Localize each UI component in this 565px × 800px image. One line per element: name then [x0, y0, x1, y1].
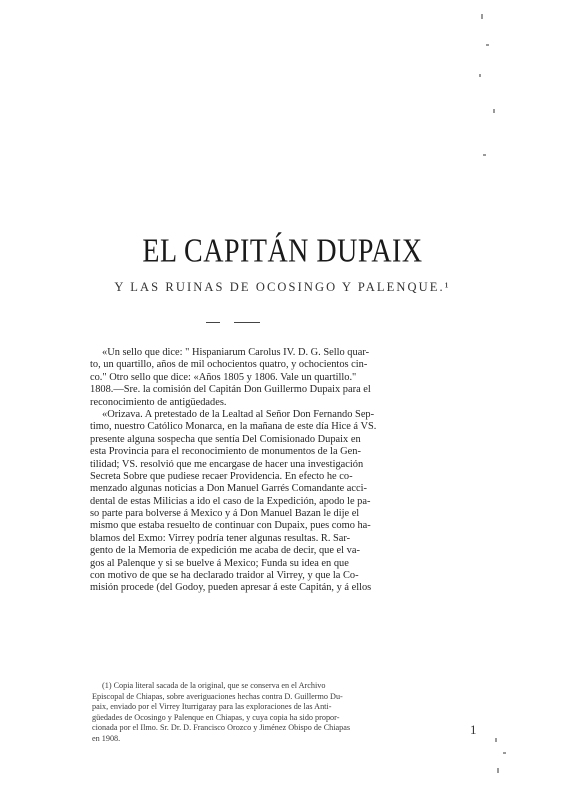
footnote-line: güedades de Ocosingo y Palenque en Chiapas, y cuya copia ha sido propor- [92, 712, 340, 722]
body-text [90, 347, 522, 595]
footnote-line: en 1908. [92, 733, 121, 743]
footnotes [92, 681, 522, 745]
body-line: blamos del Exmo: Virrey podría tener algunas resultas. R. Sar- [90, 532, 351, 544]
body-line: con motivo de que se ha declarado traidor al Virrey, y que la Co- [90, 570, 359, 582]
body-line: mismo que estaba resuelto de continuar con Dupaix, pues como ha- [90, 520, 371, 532]
body-line: misión procede (del Godoy, pueden apresar á este Capitán, y á ellos [90, 582, 372, 594]
footnote-line: (1) Copia literal sacada de la original, que se conserva en el Archivo [102, 681, 326, 690]
body-line: dental de estas Milicias a ido el caso de la Expedición, apodo le pa- [90, 495, 371, 507]
document-subtitle: Y LAS RUINAS DE OCOSINGO Y PALENQUE.¹ [114, 280, 451, 294]
decorative-rule-left [206, 322, 220, 323]
footnote-line: paix, enviado por el Virrey Iturrigaray para las exploraciones de las Anti- [92, 702, 332, 712]
scan-artifact-marks [477, 14, 507, 174]
body-line: so parte para bolverse á Mexico y á Don Manuel Bazan le dije el [90, 508, 360, 520]
body-line: 1808.—Sre. la comisión del Capitán Don Guillermo Dupaix para el [90, 384, 371, 396]
body-line: tilidad; VS. resolvió que me encargase de hacer una investigación [90, 458, 364, 470]
document-title: EL CAPITÁN DUPAIX [142, 232, 423, 270]
decorative-rule-right [234, 322, 260, 323]
footnote-line: Episcopal de Chiapas, sobre averiguaciones hechas contra D. Guillermo Du- [92, 691, 343, 701]
body-line: co." Otro sello que dice: «Años 1805 y 1806. Vale un quartillo." [90, 371, 357, 383]
body-line: presente alguna sospecha que sentía Del Comisionado Dupaix en [90, 433, 361, 445]
body-line: reconocimiento de antigüedades. [90, 396, 227, 408]
body-line: timo, nuestro Católico Monarca, en la mañana de este día Hice á VS. [90, 421, 377, 433]
body-line: esta Provincia para el reconocimiento de monumentos de la Gen- [90, 446, 361, 458]
body-line: «Orizava. A pretestado de la Lealtad al Señor Don Fernando Sep- [102, 408, 375, 420]
body-line: Secreta Sobre que pudiese recaer Providencia. En efecto he co- [90, 470, 353, 482]
page-mark: 1 [470, 722, 477, 737]
scan-corner-marks [493, 738, 513, 778]
body-line: «Un sello que dice: " Hispaniarum Carolus IV. D. G. Sello quar- [102, 347, 370, 358]
body-line: menzado algunas noticias a Don Manuel Garrés Comandante acci- [90, 483, 367, 495]
body-line: gento de la Memoria de expedición me acaba de decir, que el va- [90, 545, 360, 557]
body-line: gos al Palenque y si se buelve á Mexico; Funda su idea en que [90, 557, 349, 569]
body-line: to, un quartillo, años de mil ochocientos quatro, y ochocientos cin- [90, 359, 368, 371]
footnote-line: cionada por el Ilmo. Sr. Dr. D. Francisco Orozco y Jiménez Obispo de Chiapas [92, 723, 351, 733]
